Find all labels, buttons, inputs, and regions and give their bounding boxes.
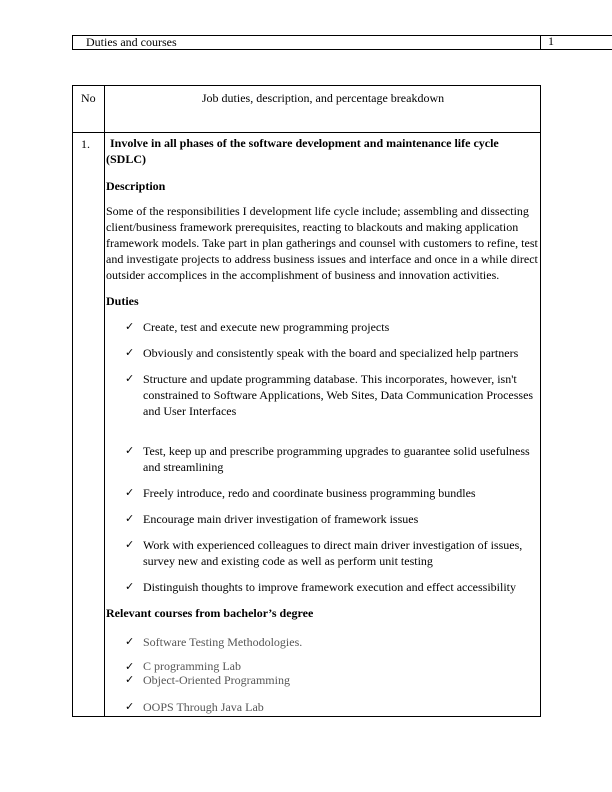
duties-heading: Duties — [106, 294, 139, 308]
checkmark-icon: ✓ — [125, 538, 135, 551]
list-item — [106, 699, 538, 715]
description-text: Some of the responsibilities I development life cycle include; assembling and dissecting client/business framework prerequisites, reacting to blackouts and making application framework models. Take part in plan gatherings and counsel with customers to refine, test and investigate projects to address business issues and interface and once in a while direct outsider accomplices in the accomplishment of business and innovation activities. — [106, 204, 538, 282]
list-item — [106, 511, 538, 527]
page-header — [72, 35, 541, 50]
row-content — [106, 135, 538, 715]
checkmark-icon: ✓ — [125, 580, 135, 593]
course-text: Software Testing Methodologies. — [143, 635, 303, 649]
duty-title — [106, 135, 538, 167]
checkmark-icon: ✓ — [125, 372, 135, 385]
list-item — [106, 660, 538, 673]
list-item — [106, 345, 538, 361]
duty-text: Work with experienced colleagues to direct main driver investigation of issues, survey new and existing code as well as perform unit testing — [143, 538, 523, 568]
duties-list — [106, 319, 538, 595]
duty-text: Distinguish thoughts to improve framework execution and effect accessibility — [143, 580, 517, 594]
list-item — [106, 319, 538, 335]
courses-heading: Relevant courses from bachelor’s degree — [106, 606, 314, 620]
list-item — [106, 485, 538, 501]
duty-text: Create, test and execute new programming projects — [143, 320, 390, 334]
course-text: Object-Oriented Programming — [143, 673, 290, 687]
list-item — [106, 579, 538, 595]
duties-table — [72, 85, 541, 717]
list-item — [106, 537, 538, 569]
column-header-no: No — [81, 91, 96, 105]
duty-title-text: Involve in all phases of the software development and maintenance life cycle (SDLC) — [106, 136, 499, 166]
list-item — [106, 371, 538, 419]
duty-text: Test, keep up and prescribe programming upgrades to guarantee solid usefulness and streamlining — [143, 444, 530, 474]
duty-text: Obviously and consistently speak with the board and specialized help partners — [143, 346, 519, 360]
header-row-divider — [73, 132, 540, 133]
header-title: Duties and courses — [86, 35, 177, 49]
course-text: C programming Lab — [143, 659, 241, 673]
description-heading: Description — [106, 179, 166, 193]
checkmark-icon: ✓ — [125, 444, 135, 457]
checkmark-icon: ✓ — [125, 635, 135, 648]
checkmark-icon: ✓ — [125, 660, 135, 673]
checkmark-icon: ✓ — [125, 673, 135, 686]
list-item — [106, 673, 538, 688]
page-number-box — [540, 35, 612, 50]
checkmark-icon: ✓ — [125, 512, 135, 525]
checkmark-icon: ✓ — [125, 320, 135, 333]
page-number: 1 — [548, 34, 554, 48]
checkmark-icon: ✓ — [125, 486, 135, 499]
checkmark-icon: ✓ — [125, 700, 135, 713]
course-text: OOPS Through Java Lab — [143, 700, 264, 714]
column-divider — [104, 86, 105, 716]
duty-text: Encourage main driver investigation of framework issues — [143, 512, 419, 526]
duty-text: Freely introduce, redo and coordinate business programming bundles — [143, 486, 476, 500]
checkmark-icon: ✓ — [125, 346, 135, 359]
duty-text: Structure and update programming database. This incorporates, however, isn't constrained to Software Applications, Web Sites, Data Communication Processes and User Interfaces — [143, 372, 534, 418]
courses-list — [106, 634, 538, 715]
column-header-description: Job duties, description, and percentage breakdown — [201, 91, 445, 105]
list-item — [106, 634, 538, 650]
list-item — [106, 443, 538, 475]
row-number: 1. — [81, 137, 90, 151]
